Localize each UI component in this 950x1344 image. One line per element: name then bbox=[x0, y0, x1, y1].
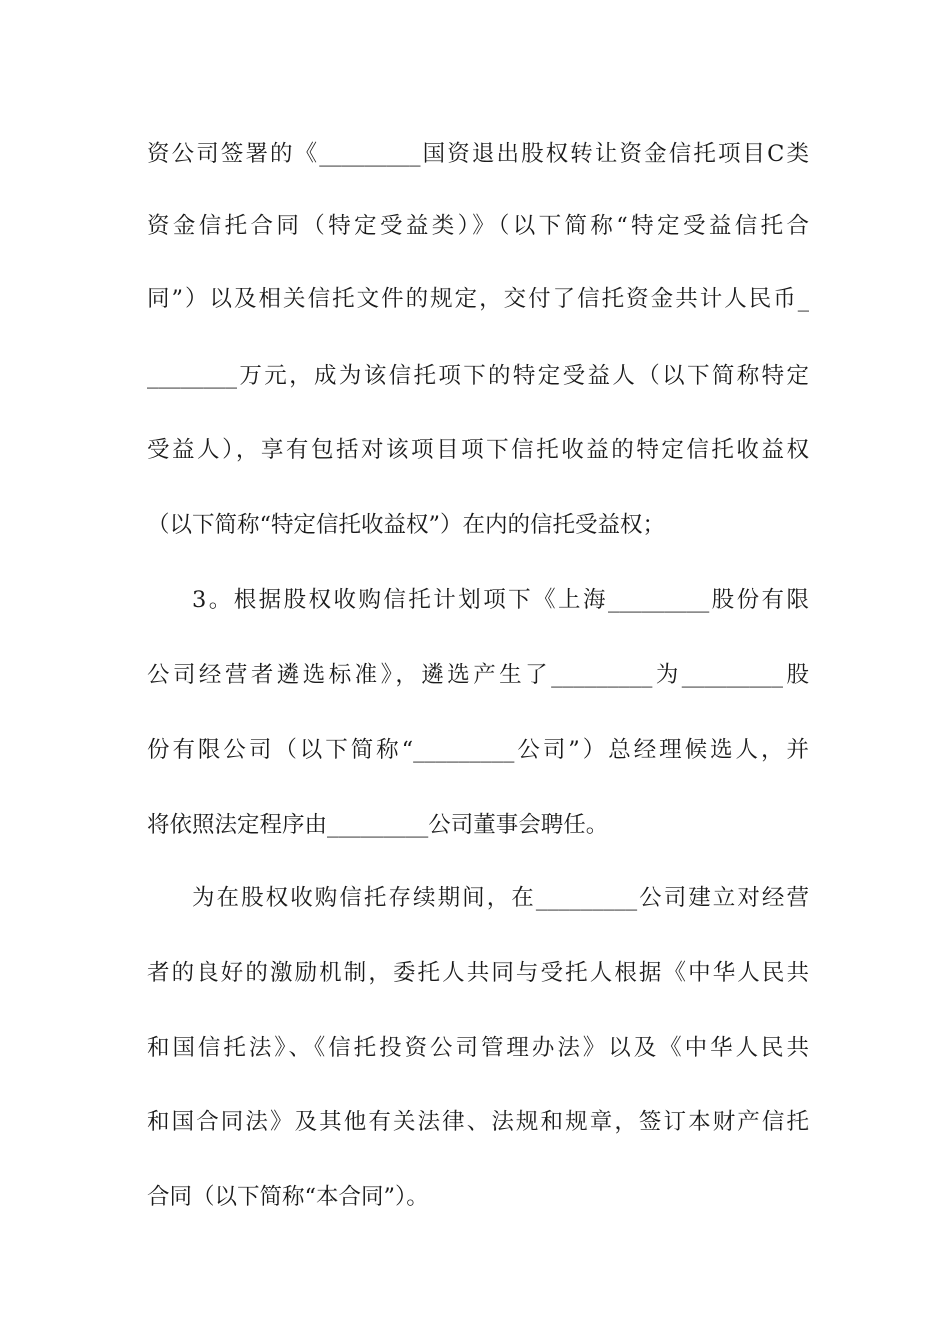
paragraph-line: 者的良好的激励机制，委托人共同与受托人根据《中华人民共 bbox=[147, 960, 809, 986]
paragraph-line: 和国合同法》及其他有关法律、法规和规章，签订本财产信托 bbox=[147, 1109, 809, 1135]
paragraph-line: 受益人），享有包括对该项目项下信托收益的特定信托收益权 bbox=[147, 437, 809, 463]
paragraph-line: 公司经营者遴选标准》，遴选产生了_________为_________股 bbox=[147, 662, 809, 688]
paragraph-line: 份有限公司（以下简称“_________公司”）总经理候选人，并 bbox=[147, 737, 809, 763]
paragraph-line: 同”）以及相关信托文件的规定，交付了信托资金共计人民币_ bbox=[147, 286, 809, 312]
paragraph-line: 资公司签署的《_________国资退出股权转让资金信托项目C类 bbox=[147, 141, 809, 167]
paragraph-line: 合同（以下简称“本合同”）。 bbox=[147, 1184, 429, 1210]
paragraph-line: 3。根据股权收购信托计划项下《上海_________股份有限 bbox=[192, 587, 809, 613]
paragraph-line: 为在股权收购信托存续期间，在_________公司建立对经营 bbox=[192, 885, 809, 911]
paragraph-line: 资金信托合同（特定受益类）》（以下简称“特定受益信托合 bbox=[147, 213, 809, 239]
paragraph-line: ________万元，成为该信托项下的特定受益人（以下简称特定 bbox=[147, 363, 809, 389]
paragraph-line: 和国信托法》、《信托投资公司管理办法》以及《中华人民共 bbox=[147, 1035, 809, 1061]
paragraph-line: （以下简称“特定信托收益权”）在内的信托受益权； bbox=[147, 512, 666, 538]
paragraph-line: 将依照法定程序由_________公司董事会聘任。 bbox=[147, 812, 609, 838]
